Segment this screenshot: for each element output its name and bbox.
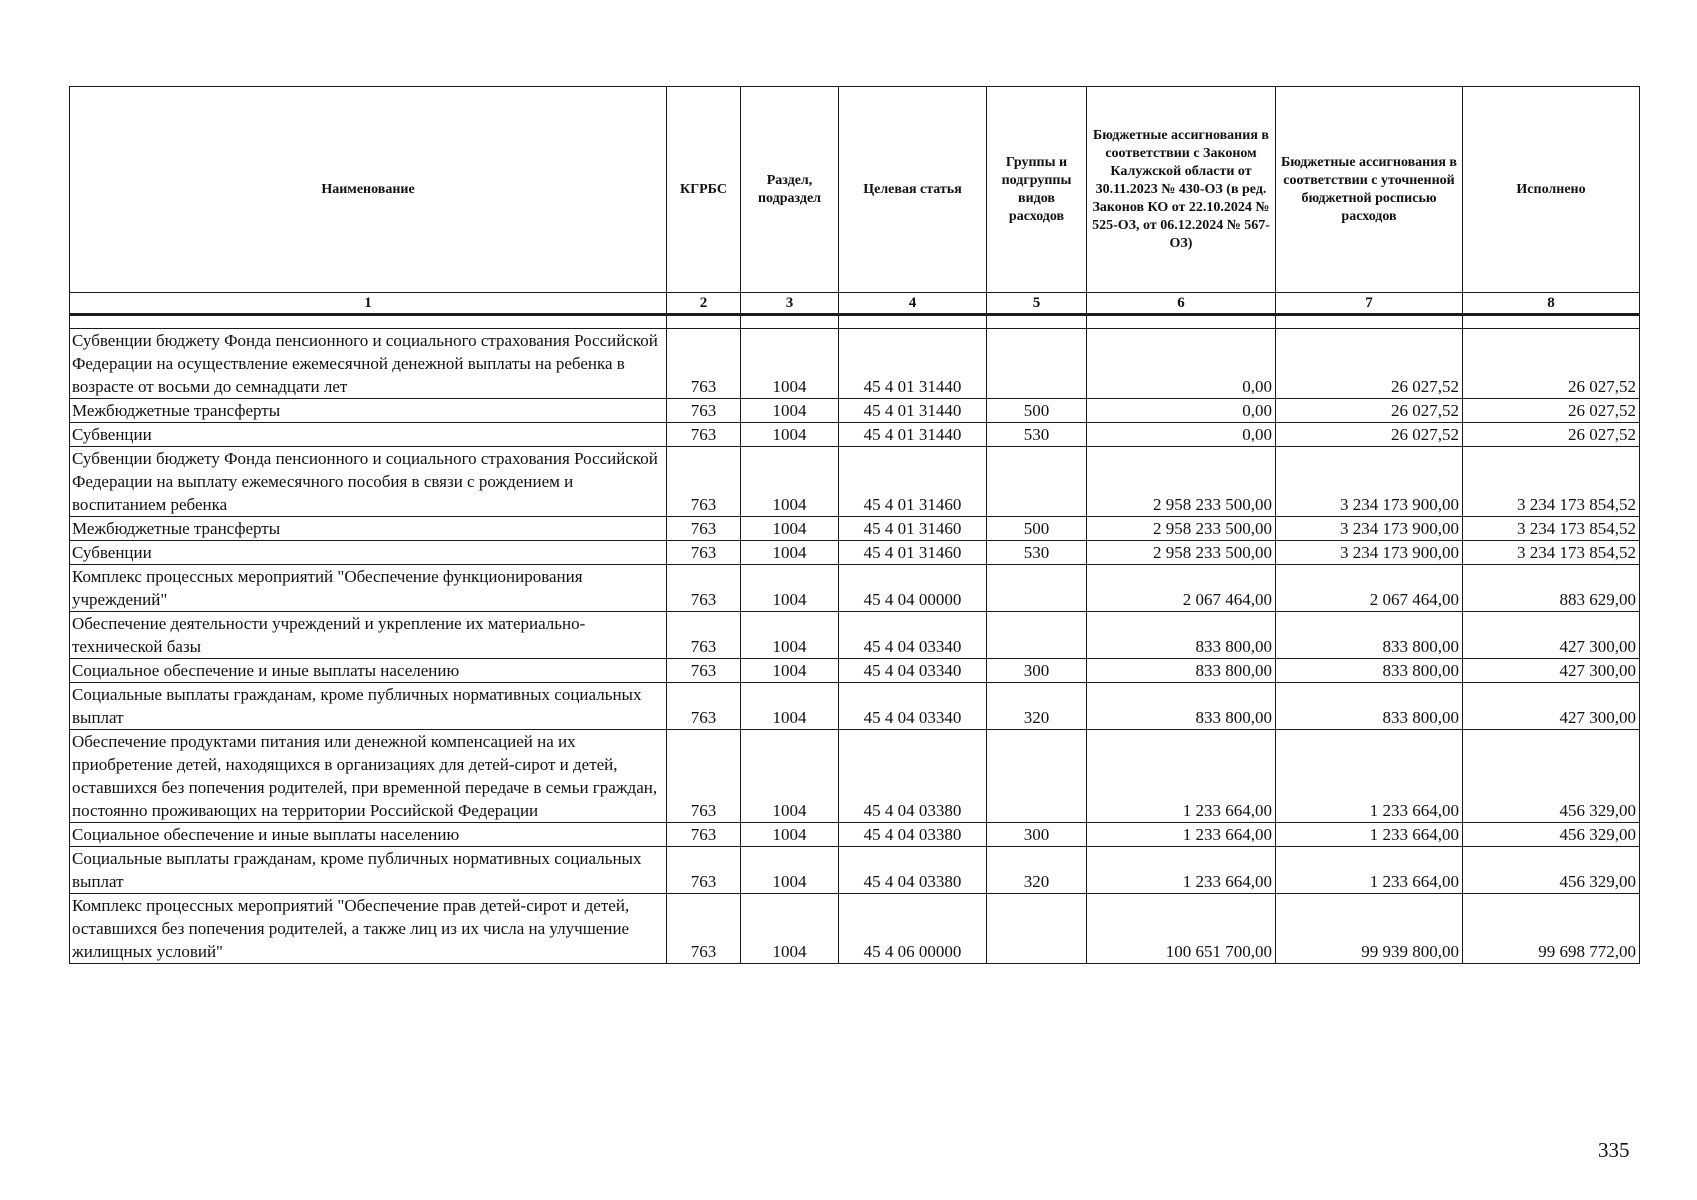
row-law-amount: 2 958 233 500,00 (1087, 517, 1276, 541)
row-kgrbs: 763 (667, 683, 741, 730)
row-executed-amount: 456 329,00 (1463, 730, 1640, 823)
row-executed-amount: 3 234 173 854,52 (1463, 447, 1640, 517)
row-group: 320 (987, 683, 1087, 730)
row-executed-amount: 427 300,00 (1463, 612, 1640, 659)
row-kgrbs: 763 (667, 329, 741, 399)
row-kgrbs: 763 (667, 565, 741, 612)
row-group (987, 565, 1087, 612)
header-refined: Бюджетные ассигнования в соответствии с уточненной бюджетной росписью расходов (1276, 87, 1463, 293)
row-refined-amount: 3 234 173 900,00 (1276, 541, 1463, 565)
row-section: 1004 (741, 847, 839, 894)
row-group: 320 (987, 847, 1087, 894)
row-executed-amount: 26 027,52 (1463, 399, 1640, 423)
header-kgrbs: КГРБС (667, 87, 741, 293)
row-name: Обеспечение деятельности учреждений и укрепление их материально-технической базы (70, 612, 667, 659)
row-kgrbs: 763 (667, 659, 741, 683)
row-group: 300 (987, 823, 1087, 847)
row-target: 45 4 01 31460 (839, 517, 987, 541)
row-target: 45 4 01 31440 (839, 329, 987, 399)
row-name: Обеспечение продуктами питания или денежной компенсацией на их приобретение детей, находящихся в организациях для детей-сирот и детей, оставшихся без попечения родителей, при временной передаче в семьи граждан, постоянно проживающих на территории Российской Федерации (70, 730, 667, 823)
row-law-amount: 1 233 664,00 (1087, 823, 1276, 847)
row-name: Субвенции бюджету Фонда пенсионного и социального страхования Российской Федерации на осуществление ежемесячной денежной выплаты на ребенка в возрасте от восьми до семнадцати лет (70, 329, 667, 399)
table-row (70, 565, 1640, 612)
row-refined-amount: 99 939 800,00 (1276, 894, 1463, 964)
table-row (70, 447, 1640, 517)
table-row (70, 659, 1640, 683)
row-refined-amount: 833 800,00 (1276, 683, 1463, 730)
column-number-row (70, 293, 1640, 315)
row-law-amount: 1 233 664,00 (1087, 847, 1276, 894)
column-number: 3 (741, 293, 839, 315)
row-group: 530 (987, 541, 1087, 565)
row-group (987, 894, 1087, 964)
row-refined-amount: 26 027,52 (1276, 399, 1463, 423)
row-law-amount: 2 067 464,00 (1087, 565, 1276, 612)
row-kgrbs: 763 (667, 399, 741, 423)
row-name: Субвенции бюджету Фонда пенсионного и социального страхования Российской Федерации на выплату ежемесячного пособия в связи с рождением и воспитанием ребенка (70, 447, 667, 517)
column-number: 2 (667, 293, 741, 315)
row-law-amount: 2 958 233 500,00 (1087, 447, 1276, 517)
row-target: 45 4 04 03380 (839, 730, 987, 823)
row-target: 45 4 01 31440 (839, 423, 987, 447)
row-refined-amount: 26 027,52 (1276, 423, 1463, 447)
row-target: 45 4 04 00000 (839, 565, 987, 612)
row-kgrbs: 763 (667, 730, 741, 823)
row-law-amount: 1 233 664,00 (1087, 730, 1276, 823)
row-name: Социальные выплаты гражданам, кроме публичных нормативных социальных выплат (70, 683, 667, 730)
row-section: 1004 (741, 730, 839, 823)
table-row (70, 541, 1640, 565)
row-section: 1004 (741, 894, 839, 964)
row-executed-amount: 26 027,52 (1463, 329, 1640, 399)
row-kgrbs: 763 (667, 517, 741, 541)
row-section: 1004 (741, 683, 839, 730)
row-executed-amount: 99 698 772,00 (1463, 894, 1640, 964)
column-number: 4 (839, 293, 987, 315)
row-group: 500 (987, 517, 1087, 541)
row-target: 45 4 01 31440 (839, 399, 987, 423)
row-name: Субвенции (70, 423, 667, 447)
row-group: 300 (987, 659, 1087, 683)
row-executed-amount: 883 629,00 (1463, 565, 1640, 612)
row-law-amount: 0,00 (1087, 329, 1276, 399)
row-executed-amount: 427 300,00 (1463, 683, 1640, 730)
row-name: Межбюджетные трансферты (70, 517, 667, 541)
row-kgrbs: 763 (667, 612, 741, 659)
row-executed-amount: 456 329,00 (1463, 847, 1640, 894)
row-law-amount: 100 651 700,00 (1087, 894, 1276, 964)
row-refined-amount: 1 233 664,00 (1276, 847, 1463, 894)
header-groups: Группы и подгруппы видов расходов (987, 87, 1087, 293)
row-section: 1004 (741, 659, 839, 683)
header-law: Бюджетные ассигнования в соответствии с Законом Калужской области от 30.11.2023 № 430-ОЗ (в ред. Законов КО от 22.10.2024 № 525-ОЗ, от 06.12.2024 № 567-ОЗ) (1087, 87, 1276, 293)
table-row (70, 423, 1640, 447)
row-group: 500 (987, 399, 1087, 423)
row-name: Комплекс процессных мероприятий "Обеспечение прав детей-сирот и детей, оставшихся без попечения родителей, а также лиц из их числа на улучшение жилищных условий" (70, 894, 667, 964)
row-group: 530 (987, 423, 1087, 447)
row-section: 1004 (741, 399, 839, 423)
row-kgrbs: 763 (667, 847, 741, 894)
row-executed-amount: 456 329,00 (1463, 823, 1640, 847)
row-group (987, 447, 1087, 517)
row-target: 45 4 01 31460 (839, 447, 987, 517)
column-number: 8 (1463, 293, 1640, 315)
row-law-amount: 833 800,00 (1087, 659, 1276, 683)
row-target: 45 4 04 03340 (839, 659, 987, 683)
row-name: Комплекс процессных мероприятий "Обеспечение функционирования учреждений" (70, 565, 667, 612)
row-kgrbs: 763 (667, 823, 741, 847)
header-target: Целевая статья (839, 87, 987, 293)
table-row (70, 823, 1640, 847)
row-group (987, 612, 1087, 659)
table-row (70, 894, 1640, 964)
table-body (70, 315, 1640, 964)
column-number: 7 (1276, 293, 1463, 315)
row-name: Социальные выплаты гражданам, кроме публичных нормативных социальных выплат (70, 847, 667, 894)
row-law-amount: 833 800,00 (1087, 612, 1276, 659)
row-target: 45 4 04 03340 (839, 683, 987, 730)
row-name: Социальное обеспечение и иные выплаты населению (70, 659, 667, 683)
row-section: 1004 (741, 447, 839, 517)
row-law-amount: 0,00 (1087, 423, 1276, 447)
row-kgrbs: 763 (667, 541, 741, 565)
row-refined-amount: 3 234 173 900,00 (1276, 447, 1463, 517)
row-refined-amount: 2 067 464,00 (1276, 565, 1463, 612)
row-kgrbs: 763 (667, 447, 741, 517)
row-executed-amount: 427 300,00 (1463, 659, 1640, 683)
column-number: 5 (987, 293, 1087, 315)
row-section: 1004 (741, 612, 839, 659)
column-number: 6 (1087, 293, 1276, 315)
row-refined-amount: 1 233 664,00 (1276, 823, 1463, 847)
row-target: 45 4 04 03340 (839, 612, 987, 659)
table-row (70, 612, 1640, 659)
row-refined-amount: 833 800,00 (1276, 659, 1463, 683)
header-section: Раздел, подраздел (741, 87, 839, 293)
budget-table (69, 86, 1640, 964)
row-group (987, 730, 1087, 823)
page-number: 335 (1598, 1138, 1630, 1162)
row-section: 1004 (741, 823, 839, 847)
row-name: Социальное обеспечение и иные выплаты населению (70, 823, 667, 847)
table-row (70, 730, 1640, 823)
row-name: Межбюджетные трансферты (70, 399, 667, 423)
row-law-amount: 833 800,00 (1087, 683, 1276, 730)
table-row (70, 683, 1640, 730)
row-executed-amount: 3 234 173 854,52 (1463, 541, 1640, 565)
row-refined-amount: 833 800,00 (1276, 612, 1463, 659)
row-kgrbs: 763 (667, 894, 741, 964)
row-name: Субвенции (70, 541, 667, 565)
row-refined-amount: 1 233 664,00 (1276, 730, 1463, 823)
row-section: 1004 (741, 517, 839, 541)
column-number: 1 (70, 293, 667, 315)
table-row (70, 399, 1640, 423)
row-section: 1004 (741, 329, 839, 399)
row-refined-amount: 3 234 173 900,00 (1276, 517, 1463, 541)
row-target: 45 4 04 03380 (839, 847, 987, 894)
table-row (70, 847, 1640, 894)
table-row (70, 329, 1640, 399)
spacer-row (70, 315, 1640, 329)
header-row (70, 87, 1640, 293)
row-target: 45 4 04 03380 (839, 823, 987, 847)
row-target: 45 4 06 00000 (839, 894, 987, 964)
row-section: 1004 (741, 423, 839, 447)
row-law-amount: 0,00 (1087, 399, 1276, 423)
table-row (70, 517, 1640, 541)
row-refined-amount: 26 027,52 (1276, 329, 1463, 399)
row-target: 45 4 01 31460 (839, 541, 987, 565)
row-executed-amount: 3 234 173 854,52 (1463, 517, 1640, 541)
row-executed-amount: 26 027,52 (1463, 423, 1640, 447)
header-name: Наименование (70, 87, 667, 293)
row-law-amount: 2 958 233 500,00 (1087, 541, 1276, 565)
row-section: 1004 (741, 565, 839, 612)
row-group (987, 329, 1087, 399)
row-kgrbs: 763 (667, 423, 741, 447)
row-section: 1004 (741, 541, 839, 565)
header-executed: Исполнено (1463, 87, 1640, 293)
